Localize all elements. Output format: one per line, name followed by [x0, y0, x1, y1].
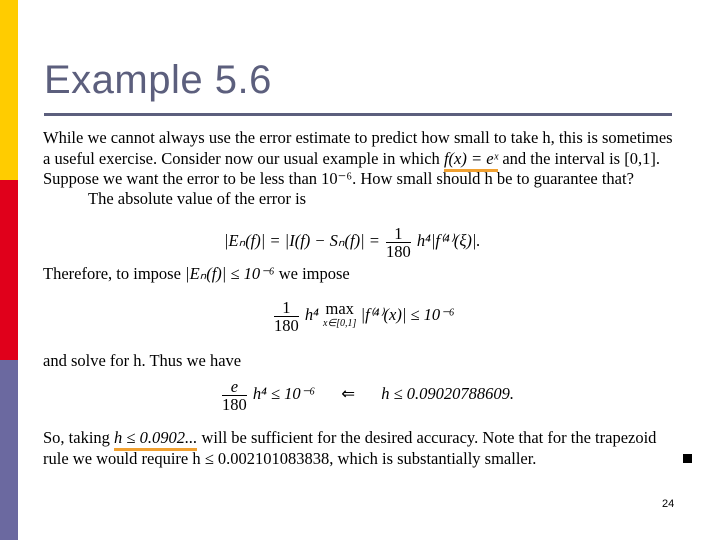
slide-title: Example 5.6 — [44, 58, 272, 102]
equation-2-denominator: 180 — [274, 315, 299, 335]
equation-3-denominator: 180 — [222, 394, 247, 414]
equation-2 — [272, 298, 455, 334]
equation-1-right: h⁴|f⁽⁴⁾(ξ)|. — [416, 231, 481, 250]
paragraph-1-line-2 — [43, 149, 660, 169]
end-of-proof-square — [683, 454, 692, 463]
equation-1-numerator: 1 — [386, 225, 411, 243]
highlighted-bound: h ≤ 0.0902... — [114, 428, 197, 451]
accent-bar-blue — [0, 360, 18, 540]
implied-by-arrow: ⇐ — [341, 384, 356, 403]
equation-1 — [224, 224, 481, 260]
equation-3-right: h ≤ 0.09020788609. — [381, 384, 515, 403]
paragraph-2 — [43, 264, 350, 284]
equation-2-numerator: 1 — [274, 299, 299, 317]
paragraph-4-text-b: will be sufficient for the desired accuracy. Note that for the trapezoid — [201, 428, 657, 447]
paragraph-1-line-2-text-a: a useful exercise. Consider now our usual example in which — [43, 149, 440, 168]
equation-2-right: |f⁽⁴⁾(x)| ≤ 10⁻⁶ — [360, 305, 455, 324]
paragraph-2-text-a: Therefore, to impose — [43, 264, 181, 283]
paragraph-4-line-2: rule we would require h ≤ 0.002101083838, which is substantially smaller. — [43, 449, 537, 468]
equation-3-numerator: e — [222, 378, 247, 396]
equation-2-h: h⁴ — [304, 305, 319, 324]
equation-1-denominator: 180 — [386, 241, 411, 261]
paragraph-1-line-1: While we cannot always use the error estimate to predict how small to take h, this is sometimes — [43, 128, 673, 147]
equation-2-max: max — [325, 299, 354, 319]
paragraph-4-text-a: So, taking — [43, 428, 110, 447]
title-rule — [44, 113, 672, 116]
page-number: 24 — [662, 498, 675, 510]
equation-2-max-subscript: x∈[0,1] — [323, 318, 357, 330]
equation-2-fraction — [274, 299, 299, 334]
paragraph-2-math: |Eₙ(f)| ≤ 10⁻⁶ — [185, 264, 275, 283]
paragraph-1-line-4: The absolute value of the error is — [88, 189, 307, 208]
accent-bar-yellow — [0, 0, 18, 180]
paragraph-3: and solve for h. Thus we have — [43, 351, 242, 370]
equation-3 — [220, 377, 514, 413]
equation-1-left: |Eₙ(f)| = |I(f) − Sₙ(f)| = — [224, 231, 380, 250]
paragraph-1-line-2-text-b: and the interval is [0,1]. — [502, 149, 660, 168]
equation-3-fraction — [222, 378, 247, 413]
equation-2-max-operator — [323, 301, 356, 331]
accent-bar-red — [0, 180, 18, 360]
paragraph-1-line-3: Suppose we want the error to be less than 10⁻⁶. How small should h be to guarantee that? — [43, 169, 634, 188]
paragraph-4-line-1 — [43, 428, 656, 448]
paragraph-2-text-b: we impose — [278, 264, 350, 283]
equation-3-middle: h⁴ ≤ 10⁻⁶ — [252, 384, 316, 403]
highlighted-function: f(x) = eˣ — [444, 149, 498, 172]
equation-1-fraction — [386, 225, 411, 260]
